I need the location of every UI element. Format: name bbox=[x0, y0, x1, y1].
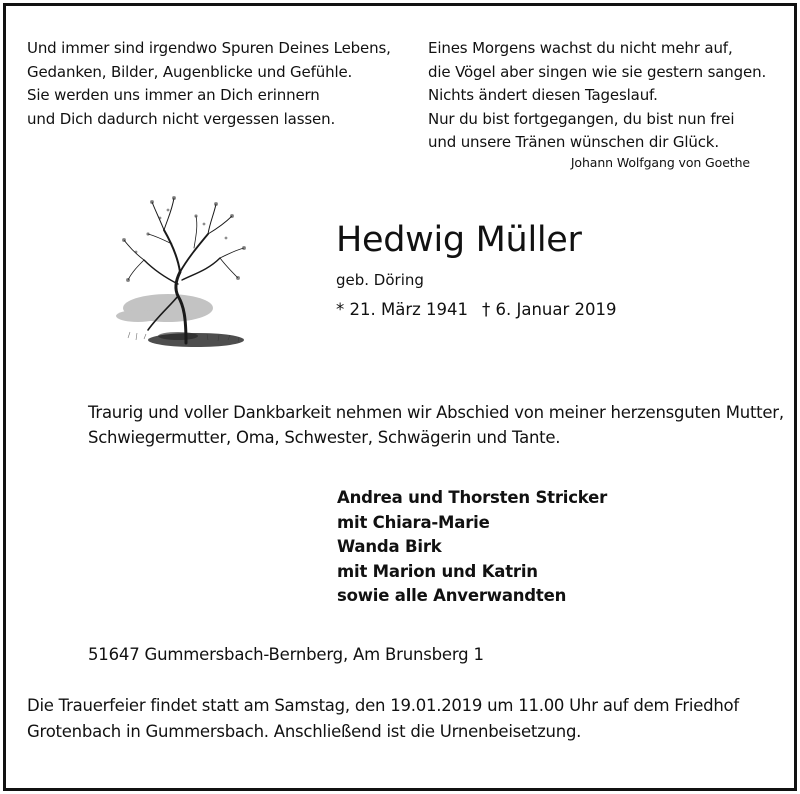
poem-left-line: und Dich dadurch nicht vergessen lassen. bbox=[27, 109, 336, 128]
poem-right-line: Eines Morgens wachst du nicht mehr auf, bbox=[428, 39, 733, 57]
poem-left-line: Sie werden uns immer an Dich erinnern bbox=[27, 86, 320, 104]
mourners-list bbox=[337, 486, 607, 609]
poem-left bbox=[27, 37, 391, 131]
funeral-line: Grotenbach in Gummersbach. Anschließend ist die Urnenbeisetzung. bbox=[27, 721, 582, 741]
poem-right-line: Nur du bist fortgegangen, du bist nun frei bbox=[428, 109, 735, 128]
life-dates bbox=[336, 300, 617, 319]
death-date: † 6. Januar 2019 bbox=[482, 300, 617, 319]
tree-icon bbox=[108, 188, 258, 368]
farewell-line: Traurig und voller Dankbarkeit nehmen wir Abschied von meiner herzensguten Mutter, bbox=[88, 403, 784, 422]
deceased-name: Hedwig Müller bbox=[336, 220, 582, 260]
poem-left-line: Gedanken, Bilder, Augenblicke und Gefühle. bbox=[27, 62, 353, 81]
poem-left-line: Und immer sind irgendwo Spuren Deines Lebens, bbox=[27, 39, 391, 57]
address: 51647 Gummersbach-Bernberg, Am Brunsberg 1 bbox=[88, 645, 484, 664]
mourner-line: Andrea und Thorsten Stricker bbox=[337, 488, 608, 507]
funeral-info bbox=[27, 693, 739, 744]
poem-right-line: und unsere Tränen wünschen dir Glück. bbox=[428, 133, 719, 151]
birth-date: * 21. März 1941 bbox=[336, 300, 469, 319]
poem-right bbox=[428, 37, 766, 155]
poem-right-line: die Vögel aber singen wie sie gestern sangen. bbox=[428, 62, 767, 81]
mourner-line: Wanda Birk bbox=[337, 537, 442, 556]
farewell-line: Schwiegermutter, Oma, Schwester, Schwägerin und Tante. bbox=[88, 428, 561, 447]
mourner-line: mit Marion und Katrin bbox=[337, 561, 538, 581]
mourner-line: mit Chiara-Marie bbox=[337, 512, 490, 532]
poem-right-line: Nichts ändert diesen Tageslauf. bbox=[428, 86, 658, 104]
poem-author: Johann Wolfgang von Goethe bbox=[570, 155, 750, 170]
funeral-line: Die Trauerfeier findet statt am Samstag, den 19.01.2019 um 11.00 Uhr auf dem Friedhof bbox=[27, 696, 739, 715]
mourner-line: sowie alle Anverwandten bbox=[337, 586, 567, 605]
farewell-text bbox=[88, 400, 784, 450]
maiden-name: geb. Döring bbox=[336, 271, 424, 289]
